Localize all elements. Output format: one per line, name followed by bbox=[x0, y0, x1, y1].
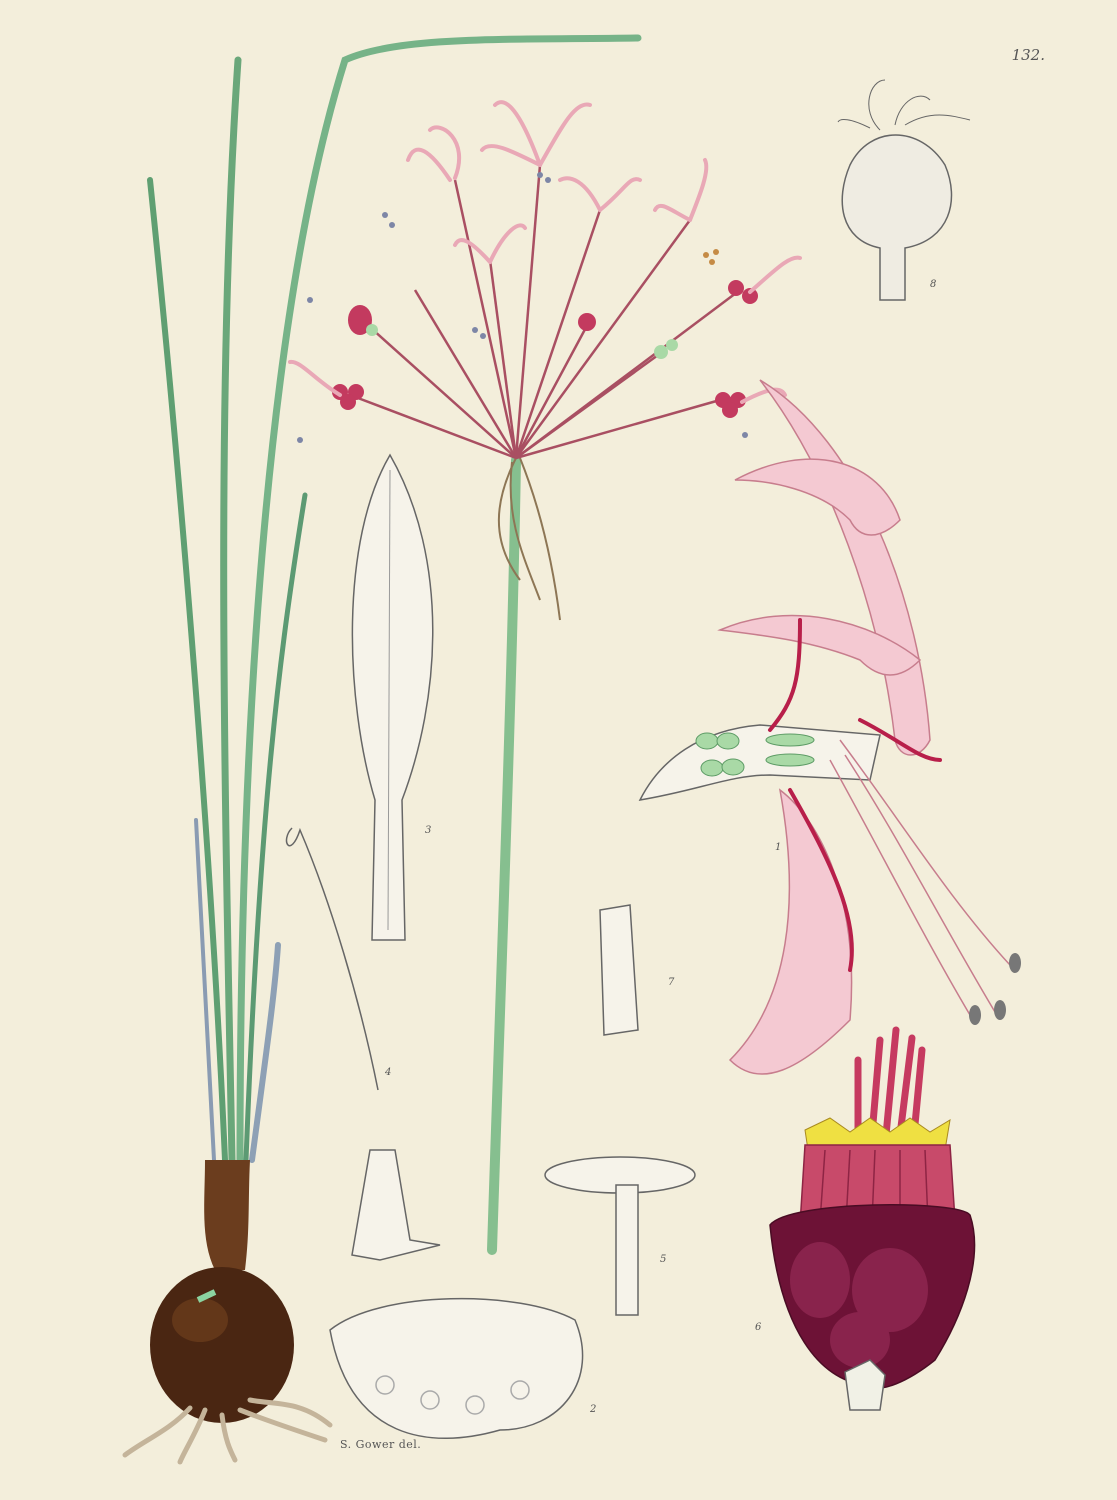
figure-1-flower-detail bbox=[640, 380, 1021, 1074]
figure-5-stigma bbox=[545, 1157, 695, 1315]
fig-label-6: 6 bbox=[755, 1322, 762, 1333]
fig-label-3: 3 bbox=[425, 825, 432, 836]
figure-8-ovary bbox=[838, 80, 970, 300]
figure-7-stem-segment bbox=[600, 905, 638, 1035]
fig-label-4: 4 bbox=[385, 1067, 392, 1078]
fig-label-7: 7 bbox=[668, 977, 675, 988]
fig-label-1: 1 bbox=[775, 842, 782, 853]
flower-stem bbox=[492, 460, 516, 1250]
fig-label-2: 2 bbox=[590, 1404, 597, 1415]
plate-number: 132. bbox=[1011, 46, 1045, 64]
flower-umbel bbox=[290, 102, 800, 458]
fig-label-5: 5 bbox=[660, 1254, 667, 1265]
figure-3-petal-section bbox=[352, 455, 432, 940]
figure-6-ovary-detail bbox=[770, 1030, 975, 1410]
figure-4-stamen bbox=[287, 828, 440, 1260]
bulb bbox=[125, 1160, 330, 1462]
artist-credit: S. Gower del. bbox=[340, 1438, 422, 1451]
fig-label-8: 8 bbox=[930, 279, 937, 290]
figure-2-cross-section bbox=[330, 1299, 583, 1439]
